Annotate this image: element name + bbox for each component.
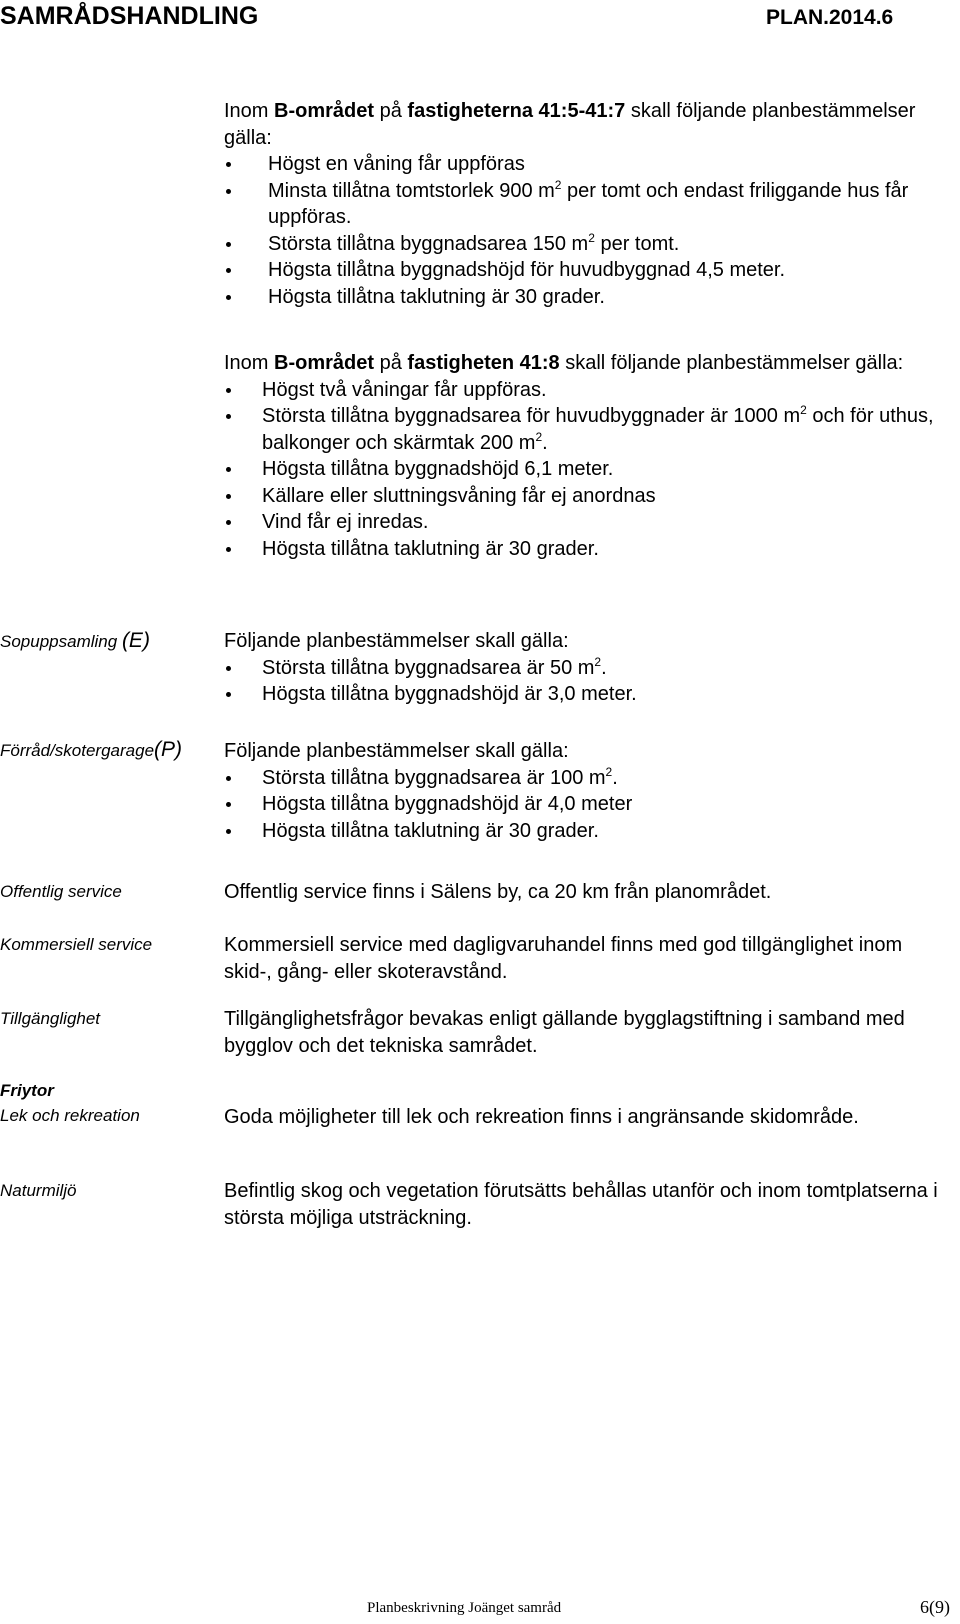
regulation-list — [224, 765, 954, 845]
section-b-area-41-5-41-7 — [224, 98, 954, 310]
list-item: Största tillåtna byggnadsarea är 100 $m^2$. — [224, 765, 954, 792]
tillganglighet-text: Tillgänglighetsfrågor bevakas enligt gällande bygglagstiftning i samband med bygglov och det tekniska samrådet. — [224, 1008, 905, 1057]
list-item: Högsta tillåtna taklutning är 30 grader. — [224, 536, 954, 563]
list-item: Källare eller sluttningsvåning får ej anordnas — [224, 483, 954, 510]
list-item: Högsta tillåtna byggnadshöjd är 4,0 meter — [224, 791, 954, 818]
footer-document-title: Planbeskrivning Joänget samråd — [367, 1600, 562, 1616]
sopuppsamling-label: Sopuppsamling (E) — [0, 629, 150, 652]
forrad-label: Förråd/skotergarage(P) — [0, 738, 183, 761]
regulation-list — [224, 655, 954, 708]
section-intro: Inom B-området på fastigheten 41:8 skall följande planbestämmelser gälla: — [224, 352, 904, 374]
list-item: Högsta tillåtna byggnadshöjd är 3,0 meter. — [224, 681, 954, 708]
offentlig-service-label: Offentlig service — [0, 882, 122, 901]
friytor-heading: Friytor — [0, 1081, 54, 1100]
lek-och-rekreation-text: Goda möjligheter till lek och rekreation finns i angränsande skidområde. — [224, 1106, 859, 1128]
sopuppsamling-section — [224, 628, 954, 708]
section-intro: Följande planbestämmelser skall gälla: — [224, 630, 569, 652]
section-intro: Inom B-området på fastigheterna 41:5-41:7 skall följande planbestämmelser gälla: — [224, 100, 916, 149]
list-item: Vind får ej inredas. — [224, 509, 954, 536]
footer-page-number: 6(9) — [920, 1597, 950, 1617]
section-b-area-41-8 — [224, 350, 954, 562]
document-plan-number: PLAN.2014.6 — [766, 6, 894, 29]
kommersiell-service-text: Kommersiell service med dagligvaruhandel finns med god tillgänglighet inom skid-, gång- eller skoteravstånd. — [224, 934, 903, 983]
tillganglighet-label: Tillgänglighet — [0, 1009, 101, 1028]
list-item: Högst en våning får uppföras — [224, 151, 954, 178]
list-item: Största tillåtna byggnadsarea 150 $m^2$ per tomt. — [224, 231, 954, 258]
forrad-section — [224, 738, 954, 844]
list-item: Minsta tillåtna tomtstorlek 900 $m^2$ per tomt och endast friliggande hus får uppföras. — [224, 178, 954, 231]
kommersiell-service-label: Kommersiell service — [0, 935, 153, 954]
list-item: Högst två våningar får uppföras. — [224, 377, 954, 404]
list-item: Största tillåtna byggnadsarea för huvudbyggnader är 1000 $m^2$ och för uthus, balkonger och skärmtak 200 $m^2$. — [224, 403, 954, 456]
lek-och-rekreation-label: Lek och rekreation — [0, 1106, 140, 1125]
offentlig-service-text: Offentlig service finns i Sälens by, ca 20 km från planområdet. — [224, 881, 772, 903]
list-item: Högsta tillåtna byggnadshöjd 6,1 meter. — [224, 456, 954, 483]
naturmiljo-text: Befintlig skog och vegetation förutsätts behållas utanför och inom tomtplatserna i största möjliga utsträckning. — [224, 1180, 938, 1229]
section-intro: Följande planbestämmelser skall gälla: — [224, 740, 569, 762]
list-item: Högsta tillåtna byggnadshöjd för huvudbyggnad 4,5 meter. — [224, 257, 954, 284]
document-header-title: SAMRÅDSHANDLING — [0, 2, 259, 30]
list-item: Största tillåtna byggnadsarea är 50 $m^2$. — [224, 655, 954, 682]
naturmiljo-label: Naturmiljö — [0, 1181, 77, 1200]
regulation-list — [224, 377, 954, 563]
regulation-list — [224, 151, 954, 310]
list-item: Högsta tillåtna taklutning är 30 grader. — [224, 284, 954, 311]
list-item: Högsta tillåtna taklutning är 30 grader. — [224, 818, 954, 845]
